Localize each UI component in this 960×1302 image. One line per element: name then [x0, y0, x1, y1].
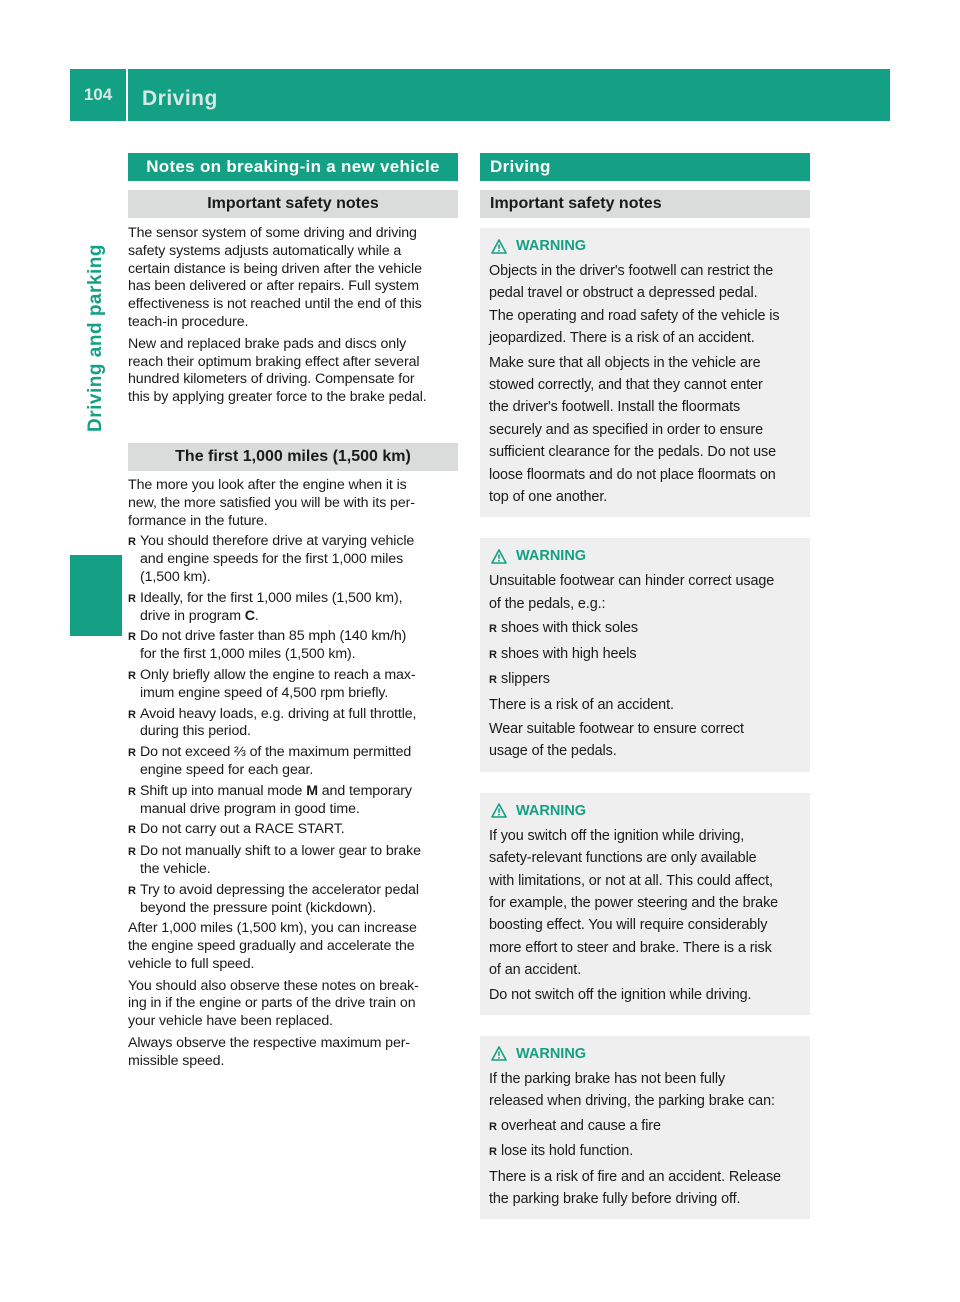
- page-header: [70, 69, 890, 121]
- bullet-mark: R: [489, 1120, 497, 1133]
- warning-text: Do not switch off the ignition while driving.: [489, 986, 752, 1003]
- warning-list-item: [489, 643, 801, 666]
- paragraph: You should also observe these notes on break- ing in if the engine or parts of the drive train on your vehicle have been replaced.: [128, 977, 419, 1030]
- paragraph: After 1,000 miles (1,500 km), you can increase the engine speed gradually and accelerate the vehicle to full speed.: [128, 920, 417, 972]
- right-column: [480, 153, 810, 1240]
- warning-heading: [489, 544, 801, 568]
- warning-text: If the parking brake has not been fully released when driving, the parking brake can:: [489, 1070, 775, 1110]
- bullet-text: Do not exceed ⅔ of the maximum permitted engine speed for each gear.: [140, 744, 412, 778]
- bullet-text: Avoid heavy loads, e.g. driving at full throttle, during this period.: [140, 705, 417, 740]
- bullet-mark: R: [489, 1146, 497, 1159]
- bullet-mark: R: [128, 536, 136, 549]
- warning-label: WARNING: [516, 238, 587, 254]
- page-number: 104: [83, 85, 113, 104]
- warnings-list: [480, 228, 810, 1219]
- paragraph: The sensor system of some driving and driving safety systems adjusts automatically while a certain distance is being driven after the vehicle has been delivered or after repairs. Full system effectiveness is not reached until the end of this teach-in procedure.: [128, 225, 422, 330]
- warning-list-item: [489, 617, 801, 640]
- warning-box: [480, 538, 810, 771]
- list-item: [128, 590, 458, 626]
- warning-triangle-icon: [491, 1046, 507, 1061]
- bullet-text: Ideally, for the first 1,000 miles (1,500 km), drive in program C.: [140, 589, 403, 624]
- chapter-title: Driving: [142, 87, 218, 110]
- warning-heading: [489, 799, 801, 823]
- paragraph: New and replaced brake pads and discs only reach their optimum braking effect after several hundred kilometers of driving. Compensate for this by applying greater force to the brake pedal.: [128, 335, 427, 406]
- warning-label: WARNING: [516, 802, 587, 819]
- warning-text: Objects in the driver's footwell can restrict the pedal travel or obstruct a depressed pedal. The operating and road safety of the vehicle is jeopardized. There is a risk of an accident.: [489, 263, 780, 347]
- warning-text: There is a risk of an accident.: [489, 696, 674, 713]
- warning-label: WARNING: [516, 548, 587, 565]
- side-tab-marker: [70, 555, 122, 636]
- warning-label: WARNING: [516, 1045, 587, 1062]
- list-item: [128, 821, 458, 840]
- bullet-text: lose its hold function.: [501, 1143, 634, 1160]
- subheading-first-1000-miles: The first 1,000 miles (1,500 km): [128, 443, 458, 471]
- list-item: [128, 783, 458, 819]
- bullet-mark: R: [128, 884, 136, 897]
- warning-text: Wear suitable footwear to ensure correct usage of the pedals.: [489, 720, 744, 760]
- warning-list-item: [489, 1140, 801, 1163]
- bullet-text: Do not carry out a RACE START.: [140, 821, 345, 838]
- warning-triangle-icon: [491, 803, 507, 818]
- bullet-text: Only briefly allow the engine to reach a max- imum engine speed of 4,500 rpm briefly.: [140, 666, 416, 701]
- subheading-safety-notes: Important safety notes: [128, 190, 458, 218]
- bullet-text: Do not drive faster than 85 mph (140 km/h) for the first 1,000 miles (1,500 km).: [140, 628, 407, 663]
- warning-heading: [489, 234, 801, 258]
- warning-box: [480, 1036, 810, 1219]
- list-item: [128, 843, 458, 879]
- bullet-text: Shift up into manual mode M and temporary manual drive program in good time.: [140, 782, 412, 817]
- bullet-mark: R: [128, 669, 136, 682]
- side-tab-label: Driving and parking: [85, 244, 107, 432]
- warning-text: Make sure that all objects in the vehicle are stowed correctly, and that they cannot enter the driver's footwell. Install the floormats securely and as specified in order to ensure sufficient clearance for the pedals. Do not use loose floormats and do not place floormats on top of one another.: [489, 354, 777, 506]
- list-item: [128, 628, 458, 664]
- warning-box: [480, 793, 810, 1015]
- bullet-mark: R: [128, 631, 136, 644]
- bullet-mark: R: [128, 785, 136, 798]
- bullet-text: You should therefore drive at varying vehicle and engine speeds for the first 1,000 miles (1,500 km).: [140, 533, 415, 585]
- list-item: [128, 706, 458, 742]
- bullet-text: overheat and cause a fire: [501, 1117, 661, 1134]
- warning-triangle-icon: [491, 549, 507, 564]
- bullet-text: Do not manually shift to a lower gear to brake the vehicle.: [140, 843, 421, 877]
- header-divider: [126, 69, 128, 121]
- first-miles-text: [128, 477, 458, 1071]
- bullet-mark: R: [489, 674, 497, 687]
- bullet-text: shoes with high heels: [501, 645, 637, 662]
- warning-box: [480, 228, 810, 517]
- breaking-in-text: [128, 225, 458, 407]
- bullet-mark: R: [489, 648, 497, 661]
- warning-text: If you switch off the ignition while driving, safety-relevant functions are only available with limitations, or not at all. This could affect, for example, the power steering and the brake boosting effect. You will require considerably more effort to steer and brake. There is a risk of an accident.: [489, 827, 779, 979]
- paragraph: The more you look after the engine when it is new, the more satisfied you will be with its per- formance in the future.: [128, 476, 415, 529]
- section-heading-driving: Driving: [480, 153, 810, 181]
- left-column: [128, 153, 458, 1071]
- list-item: [128, 882, 458, 918]
- warning-heading: [489, 1042, 801, 1066]
- list-item: [128, 533, 458, 586]
- warning-list-item: [489, 668, 801, 691]
- list-item: [128, 667, 458, 703]
- warning-triangle-icon: [491, 239, 507, 254]
- section-heading-breaking-in: Notes on breaking-in a new vehicle: [128, 153, 458, 181]
- bullet-mark: R: [128, 592, 136, 605]
- bullet-text: Try to avoid depressing the accelerator pedal beyond the pressure point (kickdown).: [140, 881, 419, 916]
- bullet-mark: R: [128, 824, 136, 837]
- bullet-mark: R: [128, 747, 136, 760]
- subheading-driving-safety-notes: Important safety notes: [480, 190, 810, 218]
- bullet-mark: R: [128, 708, 136, 721]
- side-tab: [70, 121, 122, 555]
- bullet-mark: R: [128, 846, 136, 859]
- bullet-mark: R: [489, 623, 497, 636]
- bullet-text: slippers: [501, 671, 550, 688]
- warning-text: Unsuitable footwear can hinder correct usage of the pedals, e.g.:: [489, 573, 775, 612]
- warning-text: There is a risk of fire and an accident. Release the parking brake fully before driving off.: [489, 1168, 781, 1207]
- paragraph: Always observe the respective maximum per- missible speed.: [128, 1035, 411, 1069]
- bullet-list: [128, 533, 458, 917]
- list-item: [128, 744, 458, 780]
- bullet-text: shoes with thick soles: [501, 620, 638, 637]
- warning-list-item: [489, 1115, 801, 1138]
